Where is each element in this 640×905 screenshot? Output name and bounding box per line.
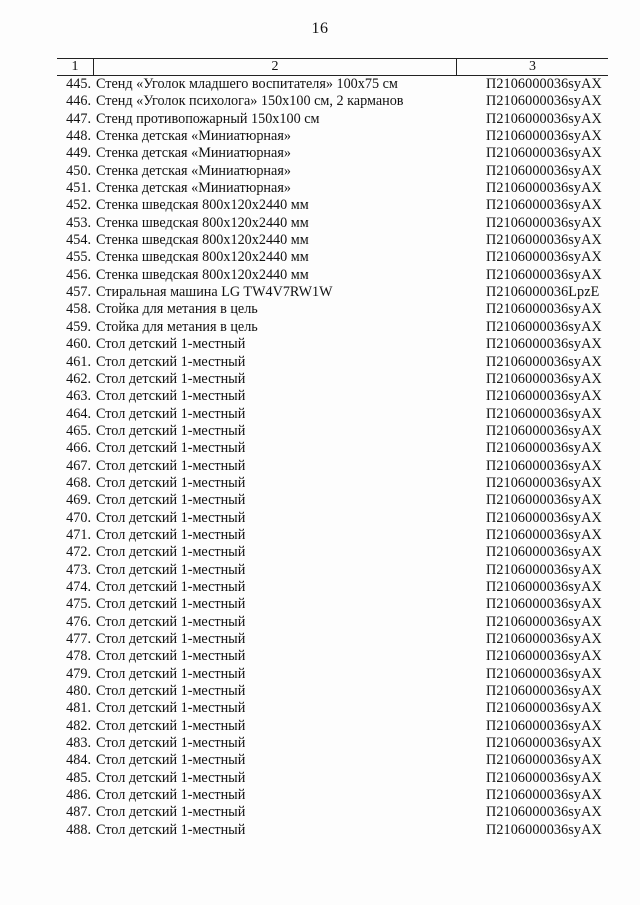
row-number: 457. xyxy=(66,284,91,301)
row-inventory-code: П2106000036syAX xyxy=(486,93,602,110)
row-item-name: Стол детский 1-местный xyxy=(96,370,246,387)
header-col-code: 3 xyxy=(529,59,536,74)
table-row xyxy=(57,596,608,613)
row-item-name: Стол детский 1-местный xyxy=(96,388,246,405)
row-item-name: Стол детский 1-местный xyxy=(96,683,246,700)
table-row xyxy=(57,406,608,423)
table-row xyxy=(57,492,608,509)
table-row xyxy=(57,232,608,249)
row-number: 475. xyxy=(66,596,91,613)
table-body xyxy=(57,76,608,839)
row-number: 461. xyxy=(66,353,91,370)
row-item-name: Стол детский 1-местный xyxy=(96,769,246,786)
row-inventory-code: П2106000036syAX xyxy=(486,821,602,838)
row-number: 487. xyxy=(66,804,91,821)
row-item-name: Стенка шведская 800х120х2440 мм xyxy=(96,197,309,214)
row-item-name: Стол детский 1-местный xyxy=(96,821,246,838)
table-row xyxy=(57,197,608,214)
row-number: 460. xyxy=(66,336,91,353)
row-number: 478. xyxy=(66,648,91,665)
row-inventory-code: П2106000036syAX xyxy=(486,145,602,162)
table-row xyxy=(57,804,608,821)
row-inventory-code: П2106000036syAX xyxy=(486,128,602,145)
table-row xyxy=(57,700,608,717)
row-number: 449. xyxy=(66,145,91,162)
table-row xyxy=(57,510,608,527)
table-row xyxy=(57,319,608,336)
row-item-name: Стенка детская «Миниатюрная» xyxy=(96,162,291,179)
row-number: 467. xyxy=(66,457,91,474)
row-item-name: Стол детский 1-местный xyxy=(96,717,246,734)
row-number: 472. xyxy=(66,544,91,561)
row-inventory-code: П2106000036syAX xyxy=(486,405,602,422)
row-item-name: Стенка шведская 800х120х2440 мм xyxy=(96,266,309,283)
table-header-row xyxy=(57,58,608,76)
row-number: 448. xyxy=(66,128,91,145)
table-row xyxy=(57,666,608,683)
row-item-name: Стол детский 1-местный xyxy=(96,804,246,821)
table-row xyxy=(57,544,608,561)
table-row xyxy=(57,93,608,110)
row-number: 474. xyxy=(66,578,91,595)
table-row xyxy=(57,579,608,596)
row-number: 459. xyxy=(66,318,91,335)
row-inventory-code: П2106000036LpzE xyxy=(486,284,600,301)
row-item-name: Стол детский 1-местный xyxy=(96,405,246,422)
row-number: 469. xyxy=(66,492,91,509)
table-row xyxy=(57,423,608,440)
row-number: 462. xyxy=(66,370,91,387)
row-number: 464. xyxy=(66,405,91,422)
row-inventory-code: П2106000036syAX xyxy=(486,180,602,197)
row-number: 456. xyxy=(66,266,91,283)
row-inventory-code: П2106000036syAX xyxy=(486,76,602,92)
row-inventory-code: П2106000036syAX xyxy=(486,752,602,769)
table-row xyxy=(57,180,608,197)
table-row xyxy=(57,683,608,700)
row-inventory-code: П2106000036syAX xyxy=(486,197,602,214)
row-number: 480. xyxy=(66,683,91,700)
row-number: 468. xyxy=(66,474,91,491)
table-row xyxy=(57,475,608,492)
table-row xyxy=(57,735,608,752)
row-item-name: Стол детский 1-местный xyxy=(96,509,246,526)
row-inventory-code: П2106000036syAX xyxy=(486,266,602,283)
row-item-name: Стол детский 1-местный xyxy=(96,492,246,509)
table-row xyxy=(57,145,608,162)
row-inventory-code: П2106000036syAX xyxy=(486,336,602,353)
row-number: 488. xyxy=(66,821,91,838)
row-inventory-code: П2106000036syAX xyxy=(486,631,602,647)
row-inventory-code: П2106000036syAX xyxy=(486,232,602,249)
row-inventory-code: П2106000036syAX xyxy=(486,613,602,630)
row-number: 450. xyxy=(66,162,91,179)
row-item-name: Стол детский 1-местный xyxy=(96,561,246,578)
row-item-name: Стенд «Уголок психолога» 150х100 см, 2 карманов xyxy=(96,93,404,110)
row-item-name: Стол детский 1-местный xyxy=(96,578,246,595)
row-inventory-code: П2106000036syAX xyxy=(486,735,602,752)
row-inventory-code: П2106000036syAX xyxy=(486,665,602,682)
row-inventory-code: П2106000036syAX xyxy=(486,509,602,526)
row-inventory-code: П2106000036syAX xyxy=(486,648,602,665)
row-item-name: Стол детский 1-местный xyxy=(96,596,246,613)
table-row xyxy=(57,128,608,145)
row-inventory-code: П2106000036syAX xyxy=(486,318,602,335)
row-item-name: Стенд противопожарный 150х100 см xyxy=(96,110,320,127)
table-row xyxy=(57,458,608,475)
table-row xyxy=(57,76,608,93)
row-number: 465. xyxy=(66,422,91,439)
row-number: 482. xyxy=(66,717,91,734)
row-number: 454. xyxy=(66,232,91,249)
row-number: 479. xyxy=(66,665,91,682)
row-inventory-code: П2106000036syAX xyxy=(486,422,602,439)
inventory-table xyxy=(57,58,608,839)
table-row xyxy=(57,527,608,544)
row-number: 473. xyxy=(66,561,91,578)
row-number: 466. xyxy=(66,440,91,457)
row-number: 471. xyxy=(66,526,91,543)
table-row xyxy=(57,614,608,631)
row-number: 483. xyxy=(66,735,91,752)
row-number: 446. xyxy=(66,93,91,110)
row-inventory-code: П2106000036syAX xyxy=(486,717,602,734)
row-item-name: Стенка детская «Миниатюрная» xyxy=(96,145,291,162)
row-item-name: Стиральная машина LG TW4V7RW1W xyxy=(96,284,333,301)
row-inventory-code: П2106000036syAX xyxy=(486,214,602,231)
row-item-name: Стенка детская «Миниатюрная» xyxy=(96,180,291,197)
header-col-number: 1 xyxy=(57,59,94,75)
row-item-name: Стол детский 1-местный xyxy=(96,787,246,804)
row-item-name: Стол детский 1-местный xyxy=(96,648,246,665)
table-row xyxy=(57,718,608,735)
row-number: 484. xyxy=(66,752,91,769)
row-inventory-code: П2106000036syAX xyxy=(486,388,602,405)
row-number: 451. xyxy=(66,180,91,197)
row-item-name: Стол детский 1-местный xyxy=(96,353,246,370)
row-inventory-code: П2106000036syAX xyxy=(486,370,602,387)
row-inventory-code: П2106000036syAX xyxy=(486,162,602,179)
row-item-name: Стол детский 1-местный xyxy=(96,544,246,561)
row-number: 455. xyxy=(66,249,91,266)
row-number: 485. xyxy=(66,769,91,786)
row-number: 458. xyxy=(66,301,91,318)
row-inventory-code: П2106000036syAX xyxy=(486,440,602,457)
table-row xyxy=(57,163,608,180)
row-number: 486. xyxy=(66,787,91,804)
row-inventory-code: П2106000036syAX xyxy=(486,474,602,491)
row-inventory-code: П2106000036syAX xyxy=(486,353,602,370)
row-inventory-code: П2106000036syAX xyxy=(486,492,602,509)
table-row xyxy=(57,215,608,232)
table-row xyxy=(57,787,608,804)
row-inventory-code: П2106000036syAX xyxy=(486,110,602,127)
row-inventory-code: П2106000036syAX xyxy=(486,596,602,613)
table-row xyxy=(57,440,608,457)
row-item-name: Стол детский 1-местный xyxy=(96,631,246,647)
row-number: 463. xyxy=(66,388,91,405)
row-number: 481. xyxy=(66,700,91,717)
table-row xyxy=(57,371,608,388)
table-row xyxy=(57,562,608,579)
row-inventory-code: П2106000036syAX xyxy=(486,769,602,786)
row-number: 477. xyxy=(66,631,91,647)
row-inventory-code: П2106000036syAX xyxy=(486,700,602,717)
row-item-name: Стол детский 1-местный xyxy=(96,440,246,457)
row-inventory-code: П2106000036syAX xyxy=(486,249,602,266)
row-inventory-code: П2106000036syAX xyxy=(486,544,602,561)
row-item-name: Стол детский 1-местный xyxy=(96,700,246,717)
row-item-name: Стенка детская «Миниатюрная» xyxy=(96,128,291,145)
table-row xyxy=(57,336,608,353)
row-item-name: Стол детский 1-местный xyxy=(96,457,246,474)
row-number: 453. xyxy=(66,214,91,231)
row-item-name: Стол детский 1-местный xyxy=(96,735,246,752)
row-number: 476. xyxy=(66,613,91,630)
row-inventory-code: П2106000036syAX xyxy=(486,578,602,595)
row-inventory-code: П2106000036syAX xyxy=(486,787,602,804)
table-row xyxy=(57,631,608,648)
row-item-name: Стенд «Уголок младшего воспитателя» 100х75 см xyxy=(96,76,398,92)
row-item-name: Стол детский 1-местный xyxy=(96,752,246,769)
row-item-name: Стенка шведская 800х120х2440 мм xyxy=(96,232,309,249)
row-number: 470. xyxy=(66,509,91,526)
row-item-name: Стол детский 1-местный xyxy=(96,526,246,543)
row-item-name: Стойка для метания в цель xyxy=(96,301,258,318)
row-inventory-code: П2106000036syAX xyxy=(486,301,602,318)
table-row xyxy=(57,249,608,266)
row-item-name: Стол детский 1-местный xyxy=(96,422,246,439)
table-row xyxy=(57,822,608,839)
row-inventory-code: П2106000036syAX xyxy=(486,683,602,700)
table-row xyxy=(57,648,608,665)
table-row xyxy=(57,267,608,284)
table-row xyxy=(57,388,608,405)
table-row xyxy=(57,770,608,787)
table-row xyxy=(57,111,608,128)
row-item-name: Стол детский 1-местный xyxy=(96,474,246,491)
row-item-name: Стол детский 1-местный xyxy=(96,665,246,682)
header-col-name: 2 xyxy=(94,59,457,75)
row-number: 445. xyxy=(66,76,91,92)
row-item-name: Стол детский 1-местный xyxy=(96,336,246,353)
row-inventory-code: П2106000036syAX xyxy=(486,804,602,821)
row-item-name: Стол детский 1-местный xyxy=(96,613,246,630)
page-number: 16 xyxy=(311,20,329,37)
table-row xyxy=(57,284,608,301)
row-number: 452. xyxy=(66,197,91,214)
row-inventory-code: П2106000036syAX xyxy=(486,457,602,474)
row-item-name: Стойка для метания в цель xyxy=(96,318,258,335)
row-item-name: Стенка шведская 800х120х2440 мм xyxy=(96,214,309,231)
row-item-name: Стенка шведская 800х120х2440 мм xyxy=(96,249,309,266)
row-inventory-code: П2106000036syAX xyxy=(486,526,602,543)
table-row xyxy=(57,301,608,318)
row-inventory-code: П2106000036syAX xyxy=(486,561,602,578)
table-row xyxy=(57,354,608,371)
row-number: 447. xyxy=(66,110,91,127)
table-row xyxy=(57,752,608,769)
